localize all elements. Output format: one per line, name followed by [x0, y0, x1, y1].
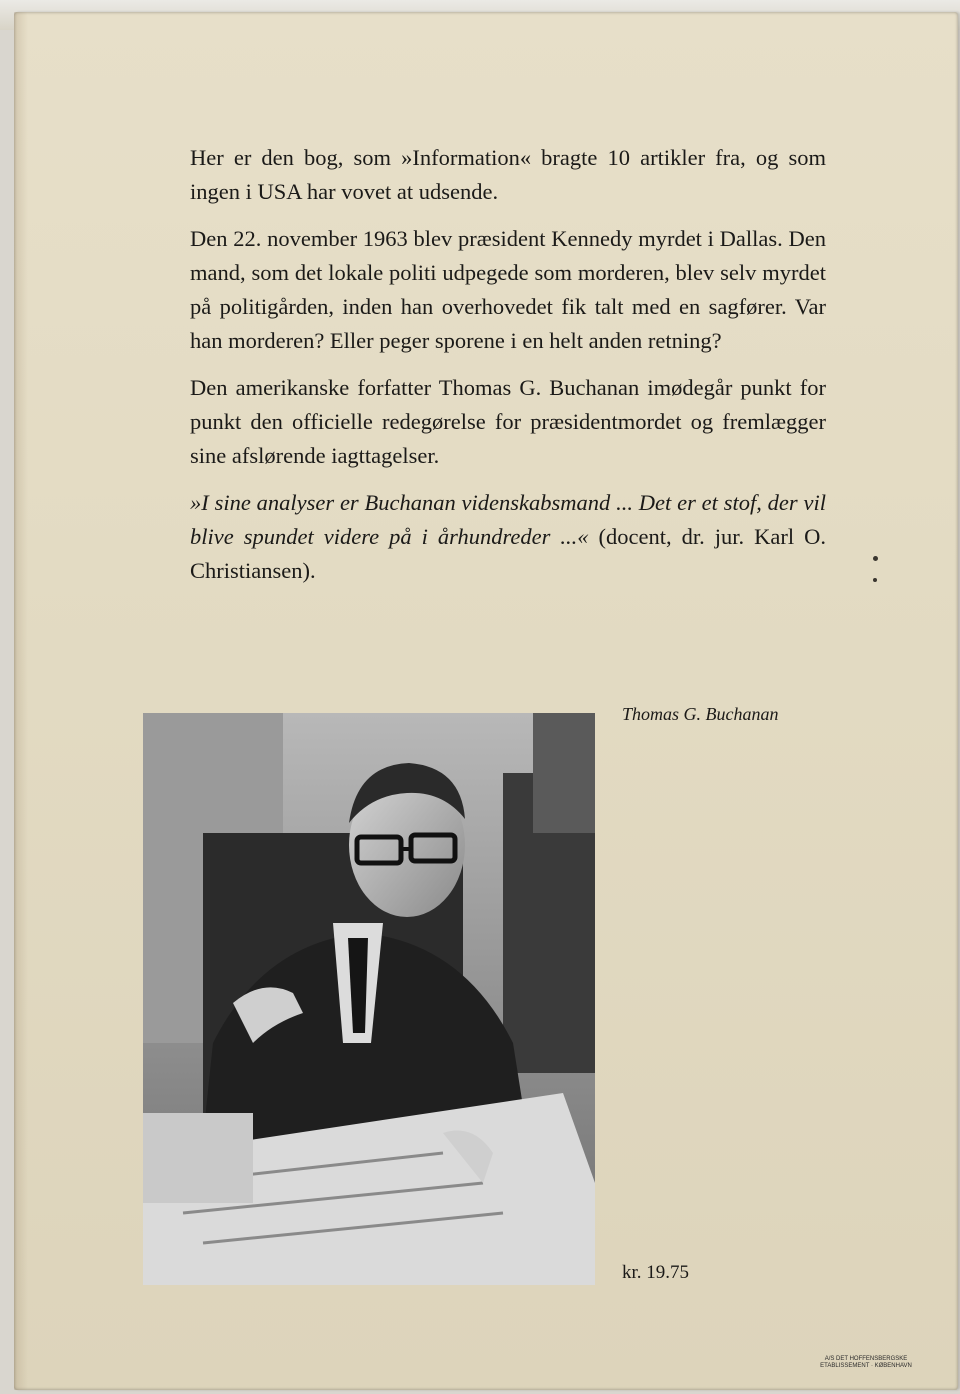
paper-speck: [873, 578, 877, 582]
blurb-text: [190, 141, 826, 601]
review-quote: [190, 486, 826, 588]
photo-caption: Thomas G. Buchanan: [622, 704, 779, 724]
quote-attribution: (docent, dr. jur. Karl O. Christiansen).: [190, 524, 826, 583]
imprint-line-2: ETABLISSEMENT · KØBENHAVN: [820, 1363, 912, 1369]
blurb-paragraph-3: Den amerikanske forfatter Thomas G. Buchanan imødegår punkt for punkt den officielle redegørelse for præsidentmordet og fremlægger sine afslørende iagttagelser.: [190, 375, 826, 468]
publisher-imprint: [806, 1356, 926, 1370]
author-photo: [143, 713, 595, 1285]
quote-text: »I sine analyser er Buchanan videnskabsmand ... Det er et stof, der vil blive spundet videre på i århundreder ...«: [190, 490, 826, 549]
paper-speck: [873, 556, 878, 561]
blurb-paragraph-1: Her er den bog, som »Information« bragte 10 artikler fra, og som ingen i USA har vovet at udsende.: [190, 145, 826, 204]
price-label: kr. 19.75: [622, 1262, 690, 1283]
imprint-line-1: A/S DET HOFFENSBERGSKE: [824, 1356, 908, 1362]
blurb-paragraph-2: Den 22. november 1963 blev præsident Kennedy myrdet i Dallas. Den mand, som det lokale politi udpegede som morderen, blev selv myrdet på politigården, inden han overhovedet fik talt med en sagfører. Var han morderen? Eller peger sporene i en helt anden retning?: [190, 226, 826, 353]
